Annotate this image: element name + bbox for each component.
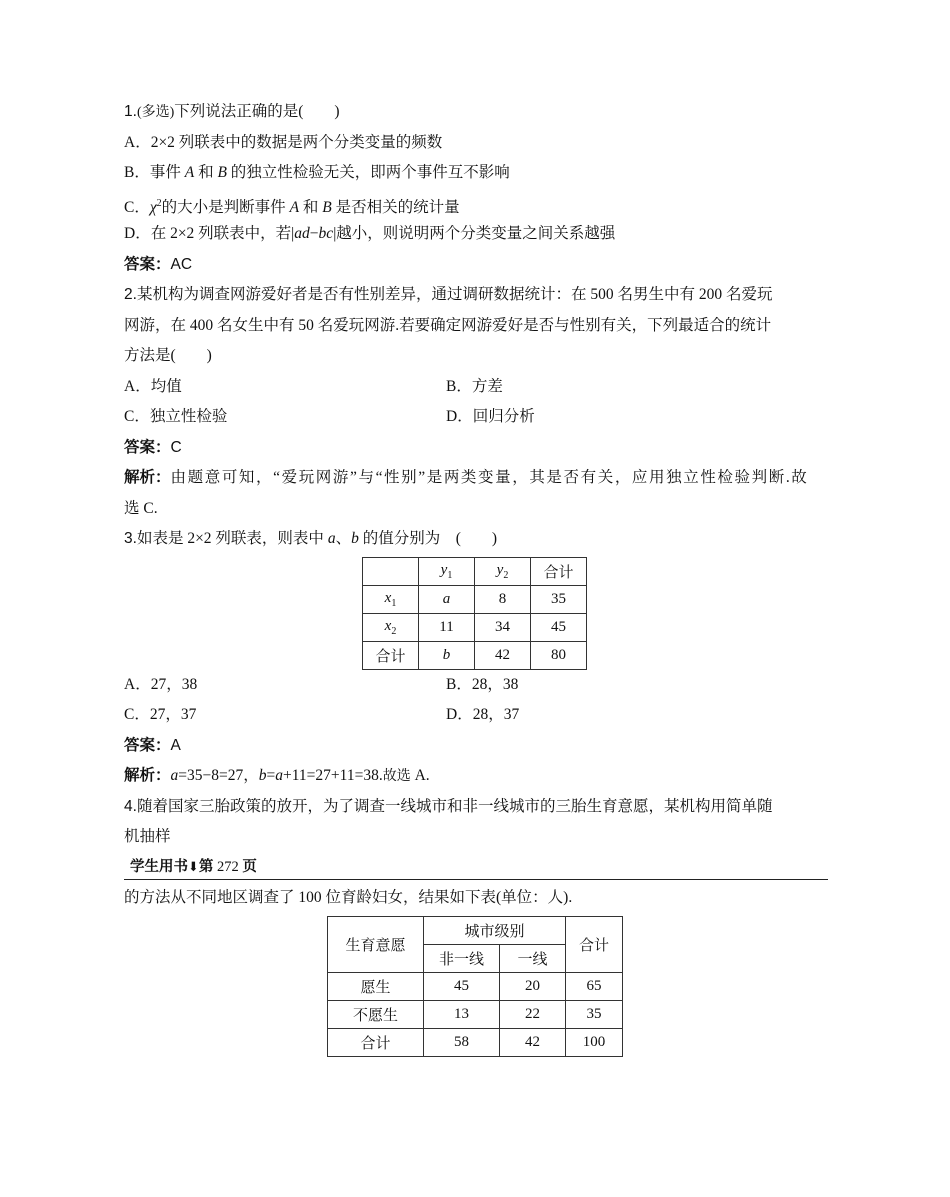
answer-label: 答案： (124, 438, 171, 456)
q2-explanation (124, 463, 828, 524)
q2-stem-line-3: 方法是( ) (124, 347, 212, 364)
answer-label: 答案： (124, 736, 171, 754)
q3-answer (124, 731, 828, 762)
table-cell: 8 (475, 585, 531, 613)
text: 故选 (382, 769, 411, 784)
table-header-cell: 一线 (500, 945, 566, 973)
subscript: 2 (391, 625, 397, 637)
text: = (266, 767, 276, 784)
q2-option-c: C．独立性检验 (124, 408, 228, 425)
table-cell (475, 557, 531, 585)
text: 随着国家三胎政策的放开，为了调查一线城市和非一线城市的三胎生育意愿，某机构用简单随 (136, 797, 773, 815)
text: 、 (335, 530, 352, 547)
var-a: A (289, 198, 300, 216)
table-cell (419, 557, 475, 585)
var-bc: bc (318, 225, 334, 242)
text: B．事件 (124, 164, 185, 181)
footer-label: 学生用书 (130, 858, 188, 875)
subscript: 2 (503, 569, 509, 581)
table-cell: 合计 (531, 557, 587, 585)
var-a: a (275, 767, 283, 784)
answer-value: A (170, 736, 181, 754)
table-row (363, 641, 587, 669)
q1-option-a: A．2×2 列联表中的数据是两个分类变量的频数 (124, 133, 443, 151)
page-divider-bar (124, 855, 828, 880)
explain-label: 解析： (124, 767, 171, 784)
text: =35−8=27， (178, 767, 259, 784)
arrow-down-icon: ⬇ (188, 858, 199, 874)
var-a: a (170, 767, 179, 784)
q2-number: 2. (124, 286, 137, 303)
answer-label: 答案： (124, 255, 171, 273)
table-cell: 42 (475, 641, 531, 669)
text: 如表是 2×2 列联表，则表中 (136, 530, 328, 547)
table-cell: 20 (500, 973, 566, 1001)
table-cell: a (419, 585, 475, 613)
q2-options-row-1 (124, 372, 828, 403)
q2-option-d: D．回归分析 (446, 408, 535, 425)
text: +11=27+11=38. (283, 767, 383, 784)
table-cell: 合计 (363, 641, 419, 669)
table-cell (363, 613, 419, 641)
q1-option-c (124, 189, 828, 220)
table-cell (363, 585, 419, 613)
table-cell: 合计 (328, 1029, 424, 1057)
explain-label: 解析： (124, 469, 171, 486)
q1-option-d (124, 219, 828, 250)
text: |越小，则说明两个分类变量之间关系越强 (333, 225, 616, 242)
chi-symbol: χ (149, 198, 157, 216)
var-b: B (217, 164, 227, 181)
q1-stem (124, 97, 828, 128)
q2-options-row-2 (124, 402, 828, 433)
survey-table (327, 916, 623, 1057)
superscript: 2 (156, 197, 162, 209)
table-cell: 45 (531, 613, 587, 641)
text: 和 (299, 198, 323, 216)
var-a: a (327, 530, 336, 547)
answer-value: AC (170, 255, 193, 273)
table-header-cell: 城市级别 (424, 917, 566, 945)
q4-number: 4. (124, 797, 137, 815)
text: C． (124, 198, 150, 216)
table-cell: 42 (500, 1029, 566, 1057)
q2-option-b: B．方差 (446, 377, 503, 395)
table-cell: 22 (500, 1001, 566, 1029)
text: A. (410, 767, 430, 784)
text: 的独立性检验无关，即两个事件互不影响 (226, 164, 510, 181)
q3-number: 3. (124, 530, 137, 547)
var-a: A (184, 164, 195, 181)
q1-answer (124, 250, 828, 281)
text: x (384, 617, 392, 634)
q1-option-b (124, 158, 828, 189)
text: 某机构为调查网游爱好者是否有性别差异，通过调研数据统计：在 500 名男生中有 200 名爱玩 (136, 286, 773, 303)
text: D．在 2×2 列联表中，若| (124, 225, 295, 242)
q1-stem-text: 下列说法正确的是( ) (174, 103, 340, 120)
table-row (363, 613, 587, 641)
subscript: 1 (447, 569, 453, 581)
table-header-cell: 合计 (566, 917, 623, 973)
q2-stem-line-1 (124, 280, 828, 311)
table-cell: 65 (566, 973, 623, 1001)
table-row (328, 1029, 623, 1057)
q3-options-row-2 (124, 700, 828, 731)
text: y (440, 561, 448, 578)
explain-text: 由题意可知，“爱玩网游”与“性别”是两类变量，其是否有关，应用独立性检验判断.故 (170, 469, 809, 486)
text: x (384, 589, 392, 606)
q3-option-c: C．27，37 (124, 706, 197, 723)
text: 的值分别为 ( ) (358, 530, 498, 547)
table-row (363, 585, 587, 613)
footer-page-post: 页 (238, 858, 257, 875)
q4-stem-line-1 (124, 792, 828, 823)
table-row (328, 1001, 623, 1029)
text: 的大小是判断事件 (161, 198, 290, 216)
text: − (309, 225, 319, 242)
table-header-cell: 非一线 (424, 945, 500, 973)
table-cell: 愿生 (328, 973, 424, 1001)
table-cell (363, 557, 419, 585)
table-cell: 13 (424, 1001, 500, 1029)
table-cell: 34 (475, 613, 531, 641)
var-b: b (258, 767, 267, 784)
table-cell: 45 (424, 973, 500, 1001)
table-cell: 35 (531, 585, 587, 613)
q3-stem (124, 524, 828, 555)
table-row (328, 973, 623, 1001)
table-header-cell: 生育意愿 (328, 917, 424, 973)
q3-options-row-1 (124, 670, 828, 701)
q3-option-b: B．28，38 (446, 675, 519, 693)
var-b: B (322, 198, 332, 216)
var-ad: ad (294, 225, 310, 242)
q2-answer (124, 433, 828, 464)
q3-option-a: A．27，38 (124, 675, 198, 693)
answer-value: C (170, 438, 182, 456)
table-row (328, 917, 623, 945)
q2-stem-line-2: 网游，在 400 名女生中有 50 名爱玩网游.若要确定网游爱好是否与性别有关，下列最适合的统计 (124, 316, 772, 334)
table-cell: 80 (531, 641, 587, 669)
contingency-table-q3 (362, 557, 587, 670)
footer-page-number: 272 (217, 858, 239, 875)
table-cell: 58 (424, 1029, 500, 1057)
explain-text-2: 选 C. (124, 499, 158, 517)
footer-page-pre: 第 (198, 858, 218, 875)
table-cell: 11 (419, 613, 475, 641)
subscript: 1 (391, 597, 397, 609)
table-cell: 不愿生 (328, 1001, 424, 1029)
q4-continuation: 的方法从不同地区调查了 100 位育龄妇女，结果如下表(单位：人). (124, 888, 573, 906)
q3-explanation (124, 761, 828, 792)
text: y (496, 561, 504, 578)
table-cell: b (419, 641, 475, 669)
q3-option-d: D．28，37 (446, 706, 520, 723)
q2-option-a: A．均值 (124, 377, 182, 395)
table-cell: 100 (566, 1029, 623, 1057)
q1-number: 1. (124, 103, 137, 120)
q1-tag: (多选) (136, 105, 175, 120)
text: 是否相关的统计量 (331, 198, 460, 216)
text: 和 (194, 164, 218, 181)
table-row (363, 557, 587, 585)
document-page (124, 97, 828, 1057)
table-cell: 35 (566, 1001, 623, 1029)
var-b: b (351, 530, 359, 547)
q4-stem-line-2: 机抽样 (124, 828, 171, 845)
